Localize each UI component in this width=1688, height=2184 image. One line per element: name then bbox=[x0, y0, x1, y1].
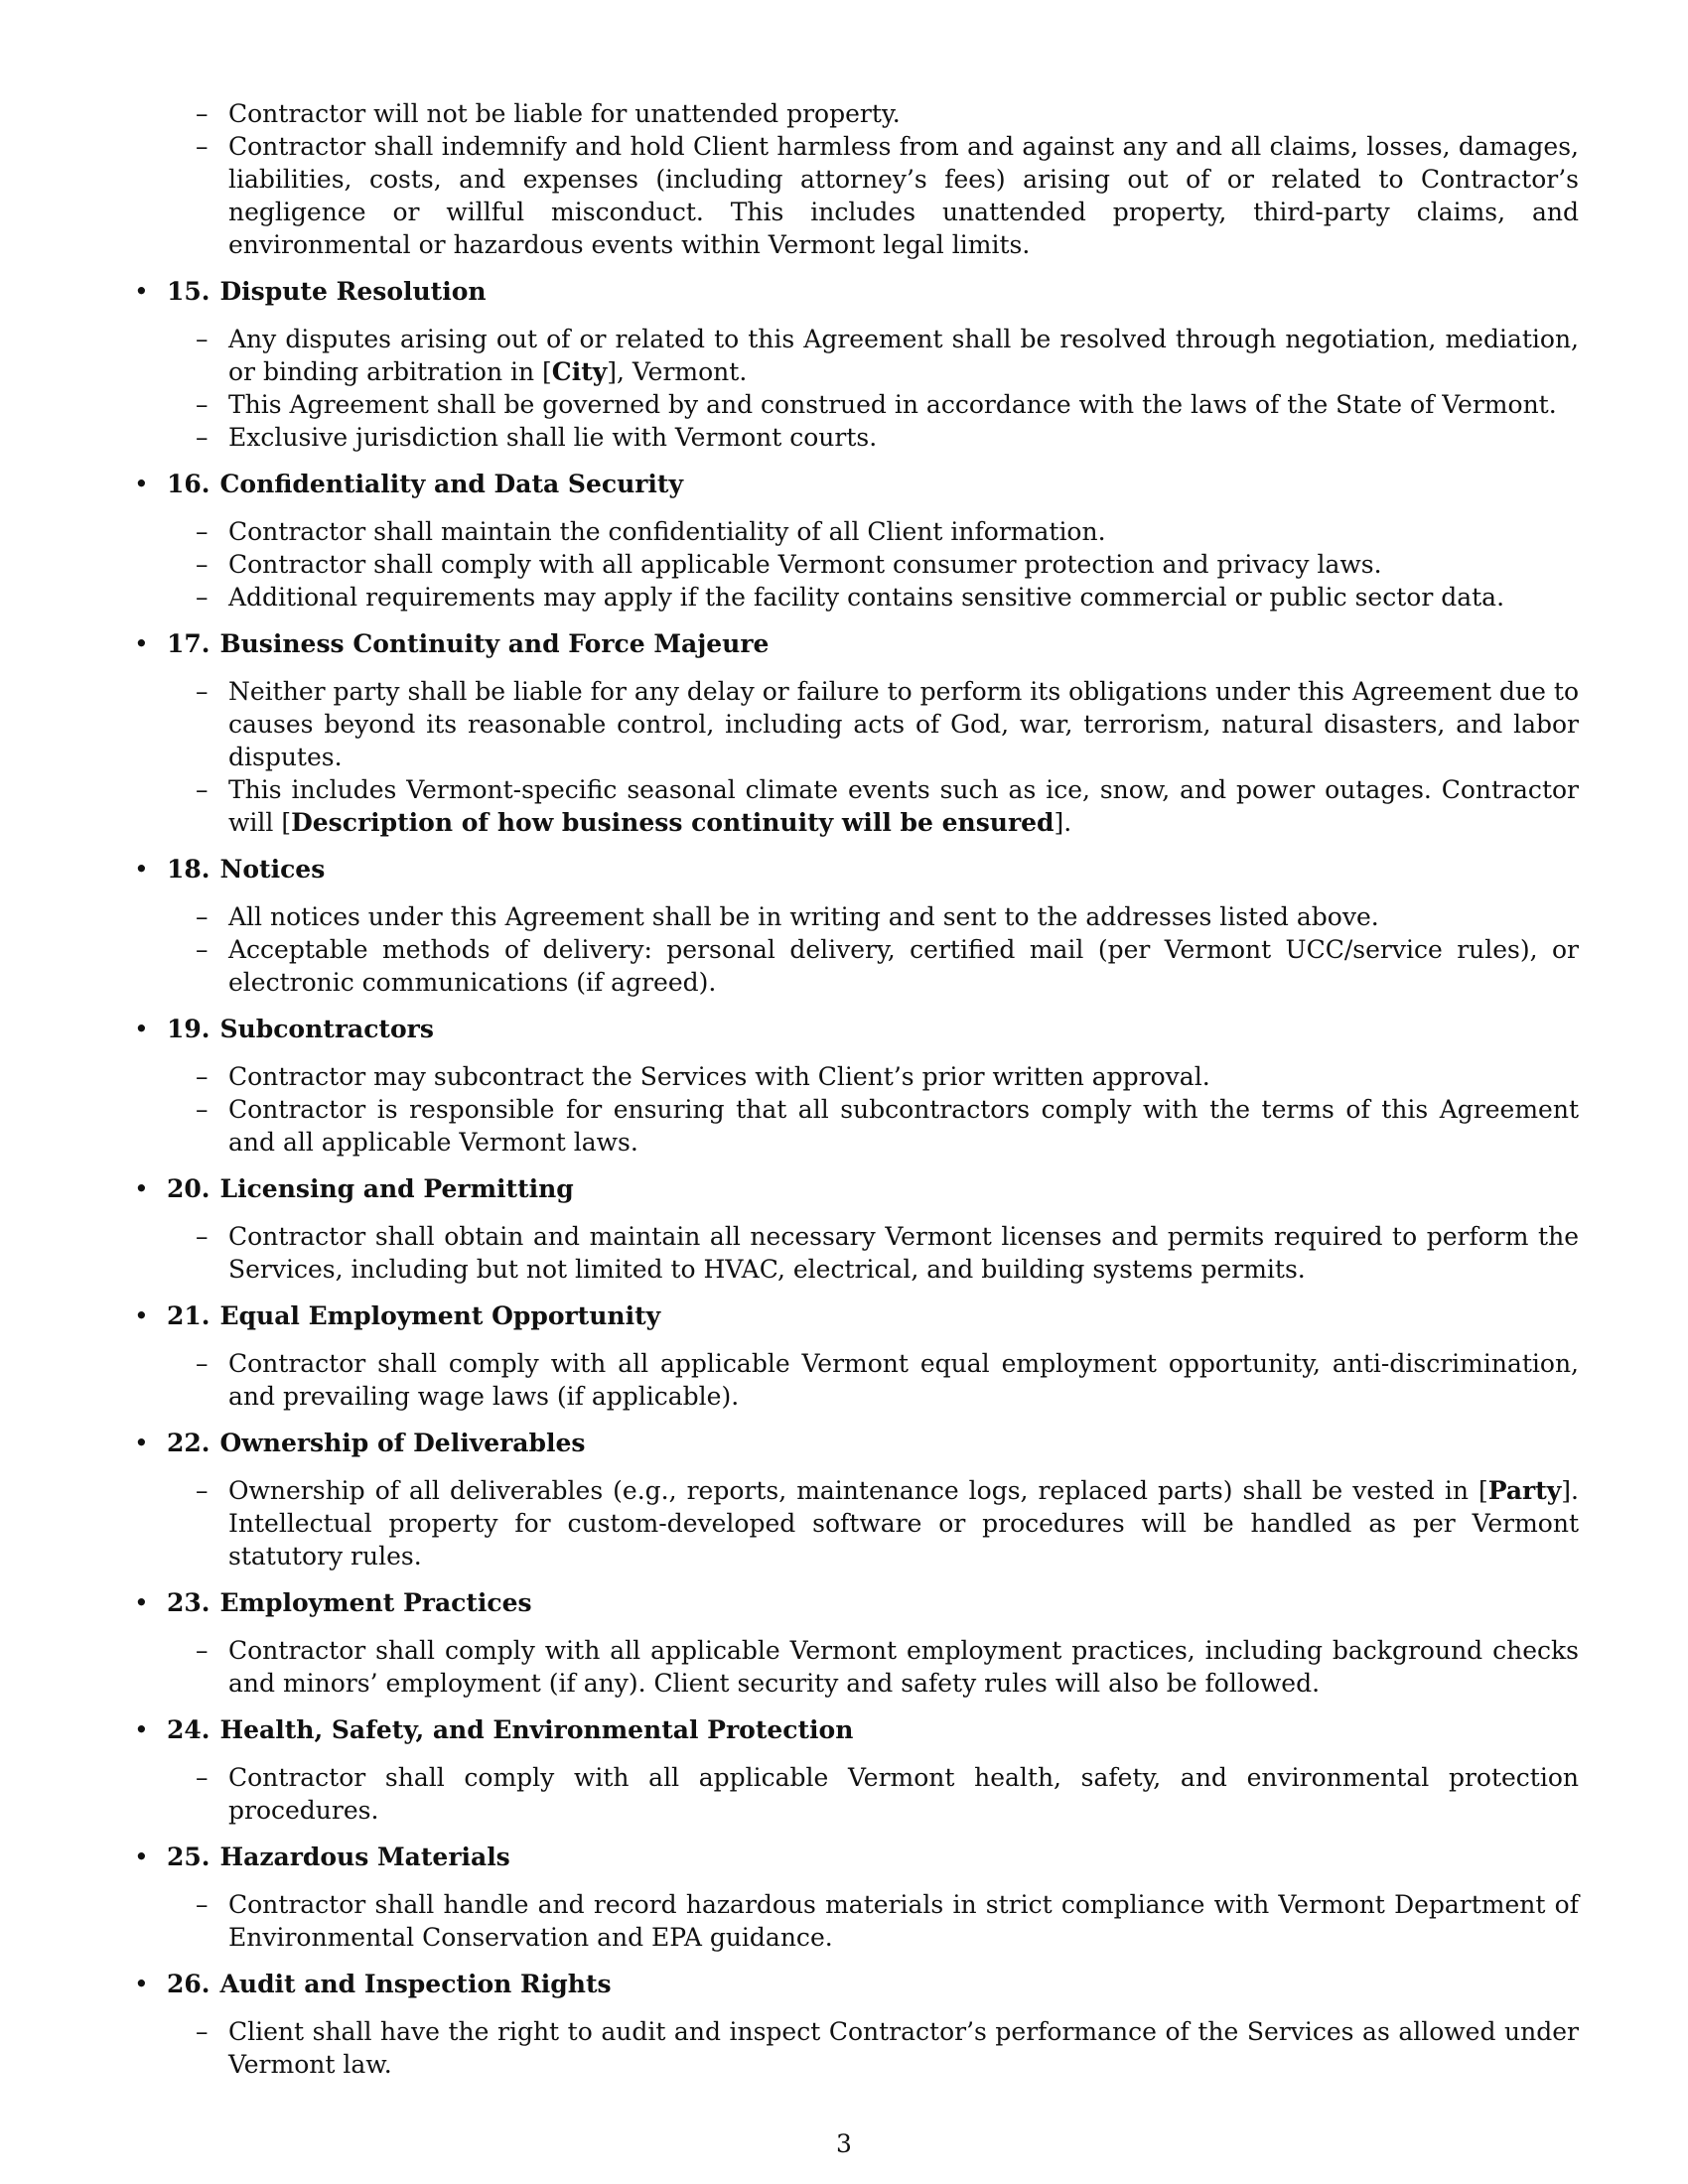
section-title: Business Continuity and Force Majeure bbox=[219, 629, 770, 658]
clause-item bbox=[134, 1634, 1579, 1700]
clause-text: Any disputes arising out of or related to this Agreement shall be resolved through negotiation, mediation, or binding arbitration in [ bbox=[228, 325, 1579, 386]
clause-text: ], Vermont. bbox=[607, 357, 748, 386]
section-title: Licensing and Permitting bbox=[219, 1174, 574, 1203]
clause-text: Additional requirements may apply if the facility contains sensitive commercial or public sector data. bbox=[228, 583, 1505, 612]
dash-bullet-icon: – bbox=[196, 1349, 209, 1378]
dash-bullet-icon: – bbox=[196, 517, 209, 546]
dash-bullet-icon: – bbox=[196, 1763, 209, 1792]
bullet-icon: • bbox=[134, 1588, 149, 1617]
section-title: Subcontractors bbox=[219, 1015, 434, 1043]
dash-bullet-icon: – bbox=[196, 423, 209, 452]
dash-bullet-icon: – bbox=[196, 1636, 209, 1665]
clause-item bbox=[134, 97, 1579, 130]
document-body bbox=[134, 97, 1579, 2081]
bullet-icon: • bbox=[134, 855, 149, 884]
section-number: 19. bbox=[167, 1015, 211, 1043]
clause-text: Acceptable methods of delivery: personal delivery, certified mail (per Vermont UCC/service rules), or electronic communications (if agreed). bbox=[228, 935, 1579, 997]
dash-bullet-icon: – bbox=[196, 550, 209, 579]
clause-item bbox=[134, 1060, 1579, 1093]
clause-text: Contractor shall comply with all applicable Vermont health, safety, and environmental protection procedures. bbox=[228, 1763, 1579, 1825]
clause-text: Contractor is responsible for ensuring that all subcontractors comply with the terms of this Agreement and all applicable Vermont laws. bbox=[228, 1095, 1579, 1157]
section-heading bbox=[134, 1299, 1579, 1332]
section-heading bbox=[134, 1427, 1579, 1459]
clause-text: This includes Vermont-specific seasonal climate events such as ice, snow, and power outages. Contractor will [ bbox=[228, 775, 1579, 837]
clause-text: Contractor shall obtain and maintain all necessary Vermont licenses and permits required to perform the Services, including but not limited to HVAC, electrical, and building systems permits. bbox=[228, 1222, 1579, 1284]
clause-text: Contractor may subcontract the Services with Client’s prior written approval. bbox=[228, 1062, 1210, 1091]
dash-bullet-icon: – bbox=[196, 902, 209, 931]
section-heading bbox=[134, 1172, 1579, 1205]
bullet-icon: • bbox=[134, 277, 149, 306]
clause-text: ]. Intellectual property for custom-developed software or procedures will be handled as per Vermont statutory rules. bbox=[228, 1476, 1579, 1570]
section-heading bbox=[134, 627, 1579, 660]
clause-item bbox=[134, 1347, 1579, 1413]
clause-text: Client shall have the right to audit and inspect Contractor’s performance of the Services as allowed under Vermont law. bbox=[228, 2017, 1579, 2079]
clause-item bbox=[134, 1093, 1579, 1159]
clause-item bbox=[134, 2015, 1579, 2081]
section-number: 15. bbox=[167, 277, 211, 306]
section-heading bbox=[134, 1586, 1579, 1619]
clause-item bbox=[134, 1888, 1579, 1954]
dash-bullet-icon: – bbox=[196, 935, 209, 964]
dash-bullet-icon: – bbox=[196, 677, 209, 706]
clause-text: Contractor shall maintain the confidentiality of all Client information. bbox=[228, 517, 1106, 546]
section-number: 17. bbox=[167, 629, 211, 658]
placeholder-field: City bbox=[551, 357, 608, 386]
section-number: 22. bbox=[167, 1429, 211, 1457]
section-number: 20. bbox=[167, 1174, 211, 1203]
dash-bullet-icon: – bbox=[196, 99, 209, 128]
section-heading bbox=[134, 1968, 1579, 2000]
clause-text: Ownership of all deliverables (e.g., reports, maintenance logs, replaced parts) shall be vested in [ bbox=[228, 1476, 1488, 1505]
dash-bullet-icon: – bbox=[196, 583, 209, 612]
clause-text: Exclusive jurisdiction shall lie with Vermont courts. bbox=[228, 423, 878, 452]
section-number: 18. bbox=[167, 855, 211, 884]
bullet-icon: • bbox=[134, 1843, 149, 1871]
clause-text: Contractor shall comply with all applicable Vermont employment practices, including background checks and minors’ employment (if any). Client security and safety rules will also be followed. bbox=[228, 1636, 1579, 1698]
bullet-icon: • bbox=[134, 1174, 149, 1203]
dash-bullet-icon: – bbox=[196, 325, 209, 353]
section-title: Notices bbox=[219, 855, 326, 884]
dash-bullet-icon: – bbox=[196, 1222, 209, 1251]
clause-item bbox=[134, 388, 1579, 421]
section-number: 25. bbox=[167, 1843, 211, 1871]
section-number: 26. bbox=[167, 1970, 211, 1998]
clause-text: Contractor shall handle and record hazardous materials in strict compliance with Vermont Department of Environmental Conservation and EPA guidance. bbox=[228, 1890, 1579, 1952]
section-title: Hazardous Materials bbox=[219, 1843, 510, 1871]
dash-bullet-icon: – bbox=[196, 2017, 209, 2046]
bullet-icon: • bbox=[134, 1970, 149, 1998]
clause-text: This Agreement shall be governed by and construed in accordance with the laws of the State of Vermont. bbox=[228, 390, 1557, 419]
section-number: 23. bbox=[167, 1588, 211, 1617]
page-number: 3 bbox=[836, 2129, 852, 2158]
clause-text: Contractor shall indemnify and hold Client harmless from and against any and all claims, losses, damages, liabilities, costs, and expenses (including attorney’s fees) arising out of or related to Contractor’s negligence or willful misconduct. This includes unattended property, third-party claims, and environmental or hazardous events within Vermont legal limits. bbox=[228, 132, 1579, 259]
section-heading bbox=[134, 1013, 1579, 1045]
section-title: Dispute Resolution bbox=[219, 277, 487, 306]
section-heading bbox=[134, 275, 1579, 308]
clause-text: ]. bbox=[1054, 808, 1072, 837]
clause-text: All notices under this Agreement shall be in writing and sent to the addresses listed above. bbox=[228, 902, 1379, 931]
section-title: Ownership of Deliverables bbox=[219, 1429, 586, 1457]
clause-item bbox=[134, 933, 1579, 999]
section-title: Audit and Inspection Rights bbox=[219, 1970, 612, 1998]
dash-bullet-icon: – bbox=[196, 775, 209, 804]
dash-bullet-icon: – bbox=[196, 1476, 209, 1505]
section-heading bbox=[134, 468, 1579, 500]
section-title: Health, Safety, and Environmental Protection bbox=[219, 1715, 854, 1744]
clause-text: Contractor shall comply with all applicable Vermont consumer protection and privacy laws. bbox=[228, 550, 1382, 579]
dash-bullet-icon: – bbox=[196, 390, 209, 419]
clause-item bbox=[134, 421, 1579, 454]
section-heading bbox=[134, 1713, 1579, 1746]
section-number: 21. bbox=[167, 1301, 211, 1330]
clause-text: Neither party shall be liable for any delay or failure to perform its obligations under this Agreement due to causes beyond its reasonable control, including acts of God, war, terrorism, natural disasters, and labor disputes. bbox=[228, 677, 1579, 771]
section-number: 24. bbox=[167, 1715, 211, 1744]
dash-bullet-icon: – bbox=[196, 1095, 209, 1124]
clause-item bbox=[134, 323, 1579, 388]
section-number: 16. bbox=[167, 470, 211, 498]
placeholder-field: Party bbox=[1487, 1476, 1562, 1505]
bullet-icon: • bbox=[134, 1301, 149, 1330]
section-heading bbox=[134, 853, 1579, 886]
section-title: Confidentiality and Data Security bbox=[219, 470, 683, 498]
placeholder-field: Description of how business continuity will be ensured bbox=[291, 808, 1055, 837]
clause-item bbox=[134, 773, 1579, 839]
section-title: Equal Employment Opportunity bbox=[219, 1301, 661, 1330]
clause-item bbox=[134, 1220, 1579, 1286]
clause-item bbox=[134, 900, 1579, 933]
bullet-icon: • bbox=[134, 1015, 149, 1043]
bullet-icon: • bbox=[134, 629, 149, 658]
section-title: Employment Practices bbox=[219, 1588, 532, 1617]
dash-bullet-icon: – bbox=[196, 1062, 209, 1091]
clause-text: Contractor shall comply with all applicable Vermont equal employment opportunity, anti-discrimination, and prevailing wage laws (if applicable). bbox=[228, 1349, 1579, 1411]
section-heading bbox=[134, 1841, 1579, 1873]
bullet-icon: • bbox=[134, 470, 149, 498]
clause-item bbox=[134, 515, 1579, 548]
clause-text: Contractor will not be liable for unattended property. bbox=[228, 99, 901, 128]
clause-item bbox=[134, 581, 1579, 614]
bullet-icon: • bbox=[134, 1429, 149, 1457]
dash-bullet-icon: – bbox=[196, 132, 209, 161]
bullet-icon: • bbox=[134, 1715, 149, 1744]
clause-item bbox=[134, 675, 1579, 773]
clause-item bbox=[134, 130, 1579, 261]
clause-item bbox=[134, 1474, 1579, 1572]
dash-bullet-icon: – bbox=[196, 1890, 209, 1919]
clause-item bbox=[134, 548, 1579, 581]
clause-item bbox=[134, 1761, 1579, 1827]
